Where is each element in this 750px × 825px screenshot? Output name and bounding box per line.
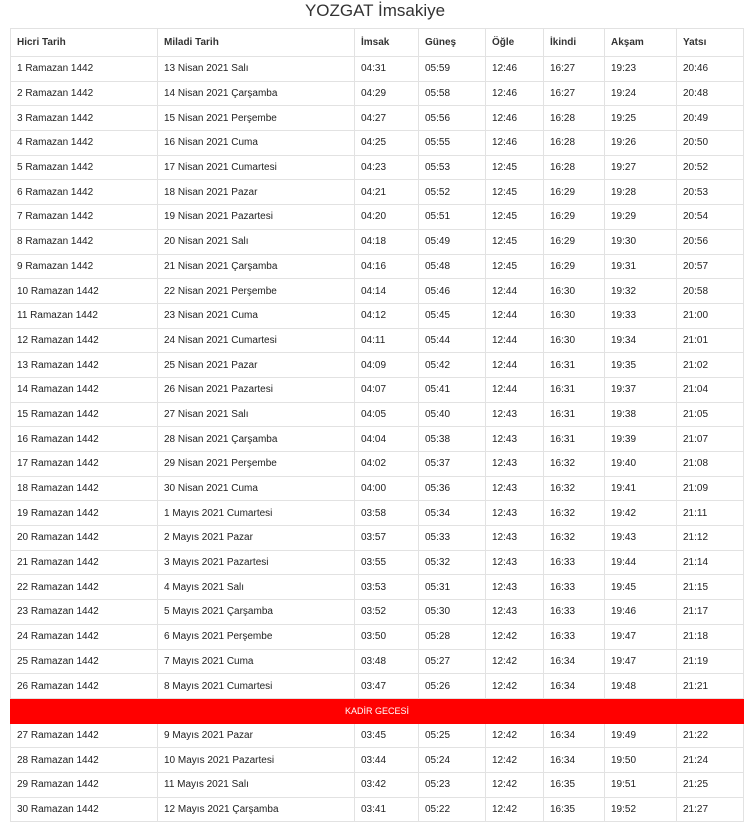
table-row xyxy=(11,748,744,773)
table-cell: 20:46 xyxy=(677,57,744,82)
table-cell: 05:37 xyxy=(419,452,486,477)
table-cell: 05:59 xyxy=(419,57,486,82)
table-cell: 19:26 xyxy=(605,131,677,156)
table-cell: 16:29 xyxy=(544,229,605,254)
table-row xyxy=(11,377,744,402)
table-cell: 19:34 xyxy=(605,328,677,353)
table-row xyxy=(11,205,744,230)
table-cell: 13 Ramazan 1442 xyxy=(11,353,158,378)
table-cell: 05:31 xyxy=(419,575,486,600)
table-body xyxy=(11,57,744,822)
table-cell: 05:28 xyxy=(419,624,486,649)
table-cell: 19:27 xyxy=(605,155,677,180)
table-cell: 20:48 xyxy=(677,81,744,106)
table-cell: 05:42 xyxy=(419,353,486,378)
table-cell: 19:38 xyxy=(605,402,677,427)
table-cell: 05:23 xyxy=(419,772,486,797)
table-cell: 05:26 xyxy=(419,674,486,699)
table-cell: 12:43 xyxy=(486,550,544,575)
table-cell: 19:48 xyxy=(605,674,677,699)
table-cell: 19:42 xyxy=(605,501,677,526)
table-cell: 23 Nisan 2021 Cuma xyxy=(158,303,355,328)
table-row xyxy=(11,328,744,353)
table-cell: 04:23 xyxy=(355,155,419,180)
table-cell: 19:30 xyxy=(605,229,677,254)
table-cell: 03:44 xyxy=(355,748,419,773)
table-cell: 21:21 xyxy=(677,674,744,699)
table-cell: 16:33 xyxy=(544,550,605,575)
table-cell: 19:41 xyxy=(605,476,677,501)
table-cell: 05:52 xyxy=(419,180,486,205)
table-cell: 12:42 xyxy=(486,772,544,797)
table-cell: 12:43 xyxy=(486,526,544,551)
table-cell: 04:09 xyxy=(355,353,419,378)
table-cell: 2 Mayıs 2021 Pazar xyxy=(158,526,355,551)
table-cell: 16:34 xyxy=(544,748,605,773)
table-cell: 27 Nisan 2021 Salı xyxy=(158,402,355,427)
table-cell: 13 Nisan 2021 Salı xyxy=(158,57,355,82)
table-cell: 03:47 xyxy=(355,674,419,699)
header-ogle: Öğle xyxy=(486,29,544,57)
table-cell: 19:25 xyxy=(605,106,677,131)
table-cell: 20:54 xyxy=(677,205,744,230)
table-cell: 05:56 xyxy=(419,106,486,131)
header-hicri-tarih: Hicri Tarih xyxy=(11,29,158,57)
table-cell: 20:58 xyxy=(677,279,744,304)
table-cell: 20 Nisan 2021 Salı xyxy=(158,229,355,254)
table-cell: 16:34 xyxy=(544,723,605,748)
table-cell: 03:48 xyxy=(355,649,419,674)
table-cell: 12:43 xyxy=(486,575,544,600)
table-cell: 16:31 xyxy=(544,353,605,378)
table-cell: 12:44 xyxy=(486,353,544,378)
table-cell: 29 Ramazan 1442 xyxy=(11,772,158,797)
table-cell: 03:57 xyxy=(355,526,419,551)
table-cell: 21:18 xyxy=(677,624,744,649)
table-cell: 1 Ramazan 1442 xyxy=(11,57,158,82)
table-cell: 19:44 xyxy=(605,550,677,575)
table-cell: 16:30 xyxy=(544,328,605,353)
table-cell: 12 Ramazan 1442 xyxy=(11,328,158,353)
table-cell: 04:00 xyxy=(355,476,419,501)
table-cell: 21:15 xyxy=(677,575,744,600)
table-cell: 05:36 xyxy=(419,476,486,501)
page-title: YOZGAT İmsakiye xyxy=(304,1,446,20)
table-cell: 19:29 xyxy=(605,205,677,230)
table-cell: 22 Ramazan 1442 xyxy=(11,575,158,600)
kadir-gecesi-row xyxy=(11,698,744,723)
table-cell: 12:42 xyxy=(486,797,544,822)
table-cell: 19:40 xyxy=(605,452,677,477)
table-cell: 16:35 xyxy=(544,797,605,822)
table-cell: 14 Nisan 2021 Çarşamba xyxy=(158,81,355,106)
table-cell: 6 Mayıs 2021 Perşembe xyxy=(158,624,355,649)
table-cell: 19:24 xyxy=(605,81,677,106)
table-cell: 5 Mayıs 2021 Çarşamba xyxy=(158,600,355,625)
table-cell: 03:55 xyxy=(355,550,419,575)
table-cell: 04:31 xyxy=(355,57,419,82)
table-cell: 16:27 xyxy=(544,57,605,82)
table-cell: 16:34 xyxy=(544,649,605,674)
table-row xyxy=(11,649,744,674)
table-cell: 16 Nisan 2021 Cuma xyxy=(158,131,355,156)
table-cell: 20:56 xyxy=(677,229,744,254)
table-cell: 19 Ramazan 1442 xyxy=(11,501,158,526)
table-cell: 19:45 xyxy=(605,575,677,600)
table-cell: 03:53 xyxy=(355,575,419,600)
table-cell: 9 Mayıs 2021 Pazar xyxy=(158,723,355,748)
table-cell: 10 Ramazan 1442 xyxy=(11,279,158,304)
table-cell: 7 Ramazan 1442 xyxy=(11,205,158,230)
table-cell: 12:42 xyxy=(486,624,544,649)
table-cell: 05:51 xyxy=(419,205,486,230)
table-cell: 20:49 xyxy=(677,106,744,131)
table-cell: 25 Nisan 2021 Pazar xyxy=(158,353,355,378)
table-cell: 04:11 xyxy=(355,328,419,353)
table-cell: 21:00 xyxy=(677,303,744,328)
table-cell: 30 Nisan 2021 Cuma xyxy=(158,476,355,501)
table-cell: 6 Ramazan 1442 xyxy=(11,180,158,205)
table-cell: 12:45 xyxy=(486,254,544,279)
imsakiye-table xyxy=(10,28,744,822)
table-row xyxy=(11,575,744,600)
table-cell: 16:28 xyxy=(544,131,605,156)
table-cell: 21:08 xyxy=(677,452,744,477)
table-row xyxy=(11,476,744,501)
table-cell: 04:14 xyxy=(355,279,419,304)
table-cell: 05:46 xyxy=(419,279,486,304)
table-cell: 04:18 xyxy=(355,229,419,254)
table-cell: 12:44 xyxy=(486,377,544,402)
table-cell: 19:43 xyxy=(605,526,677,551)
table-cell: 20:52 xyxy=(677,155,744,180)
table-row xyxy=(11,427,744,452)
table-cell: 19:32 xyxy=(605,279,677,304)
table-cell: 19:49 xyxy=(605,723,677,748)
table-cell: 21:01 xyxy=(677,328,744,353)
table-cell: 28 Ramazan 1442 xyxy=(11,748,158,773)
table-row xyxy=(11,131,744,156)
table-cell: 26 Nisan 2021 Pazartesi xyxy=(158,377,355,402)
table-cell: 5 Ramazan 1442 xyxy=(11,155,158,180)
table-cell: 05:41 xyxy=(419,377,486,402)
table-row xyxy=(11,303,744,328)
table-cell: 19:28 xyxy=(605,180,677,205)
table-cell: 19:51 xyxy=(605,772,677,797)
table-cell: 12:42 xyxy=(486,649,544,674)
table-row xyxy=(11,279,744,304)
table-cell: 05:49 xyxy=(419,229,486,254)
table-cell: 16:32 xyxy=(544,526,605,551)
header-yatsi: Yatsı xyxy=(677,29,744,57)
table-cell: 4 Mayıs 2021 Salı xyxy=(158,575,355,600)
table-cell: 19:52 xyxy=(605,797,677,822)
table-row xyxy=(11,624,744,649)
table-cell: 05:53 xyxy=(419,155,486,180)
table-cell: 19:47 xyxy=(605,624,677,649)
table-cell: 04:02 xyxy=(355,452,419,477)
table-row xyxy=(11,674,744,699)
table-cell: 03:50 xyxy=(355,624,419,649)
table-cell: 03:52 xyxy=(355,600,419,625)
table-cell: 12:43 xyxy=(486,476,544,501)
table-cell: 04:04 xyxy=(355,427,419,452)
table-cell: 04:20 xyxy=(355,205,419,230)
table-cell: 30 Ramazan 1442 xyxy=(11,797,158,822)
table-cell: 16:31 xyxy=(544,402,605,427)
table-cell: 16:29 xyxy=(544,180,605,205)
table-row xyxy=(11,106,744,131)
table-cell: 12:46 xyxy=(486,81,544,106)
table-header-row xyxy=(11,29,744,57)
table-cell: 04:27 xyxy=(355,106,419,131)
table-cell: 05:25 xyxy=(419,723,486,748)
table-cell: 16:33 xyxy=(544,600,605,625)
table-cell: 16:32 xyxy=(544,476,605,501)
table-row xyxy=(11,180,744,205)
table-cell: 19:37 xyxy=(605,377,677,402)
table-cell: 04:12 xyxy=(355,303,419,328)
table-cell: 05:24 xyxy=(419,748,486,773)
table-cell: 19:46 xyxy=(605,600,677,625)
table-cell: 12:46 xyxy=(486,106,544,131)
table-cell: 4 Ramazan 1442 xyxy=(11,131,158,156)
table-cell: 21:04 xyxy=(677,377,744,402)
table-cell: 24 Ramazan 1442 xyxy=(11,624,158,649)
table-cell: 12:45 xyxy=(486,205,544,230)
table-row xyxy=(11,254,744,279)
table-cell: 16:34 xyxy=(544,674,605,699)
table-row xyxy=(11,797,744,822)
table-cell: 12:45 xyxy=(486,180,544,205)
table-cell: 2 Ramazan 1442 xyxy=(11,81,158,106)
table-cell: 19:35 xyxy=(605,353,677,378)
header-gunes: Güneş xyxy=(419,29,486,57)
table-cell: 20:57 xyxy=(677,254,744,279)
table-cell: 05:55 xyxy=(419,131,486,156)
table-cell: 21:12 xyxy=(677,526,744,551)
table-cell: 21:27 xyxy=(677,797,744,822)
table-cell: 12:46 xyxy=(486,57,544,82)
table-cell: 16:30 xyxy=(544,279,605,304)
table-cell: 18 Ramazan 1442 xyxy=(11,476,158,501)
table-cell: 12:42 xyxy=(486,674,544,699)
table-cell: 05:48 xyxy=(419,254,486,279)
table-cell: 04:29 xyxy=(355,81,419,106)
table-cell: 16:32 xyxy=(544,452,605,477)
table-row xyxy=(11,600,744,625)
table-cell: 04:25 xyxy=(355,131,419,156)
table-cell: 12:43 xyxy=(486,402,544,427)
table-cell: 12:42 xyxy=(486,748,544,773)
table-cell: 05:38 xyxy=(419,427,486,452)
table-cell: 11 Mayıs 2021 Salı xyxy=(158,772,355,797)
table-cell: 05:40 xyxy=(419,402,486,427)
table-cell: 21:14 xyxy=(677,550,744,575)
table-row xyxy=(11,501,744,526)
table-cell: 21 Ramazan 1442 xyxy=(11,550,158,575)
table-cell: 16:35 xyxy=(544,772,605,797)
header-imsak: İmsak xyxy=(355,29,419,57)
table-cell: 17 Nisan 2021 Cumartesi xyxy=(158,155,355,180)
table-cell: 04:16 xyxy=(355,254,419,279)
header-ikindi: İkindi xyxy=(544,29,605,57)
table-cell: 16:29 xyxy=(544,254,605,279)
table-cell: 21:11 xyxy=(677,501,744,526)
table-row xyxy=(11,229,744,254)
table-row xyxy=(11,550,744,575)
table-cell: 16:31 xyxy=(544,427,605,452)
table-cell: 05:34 xyxy=(419,501,486,526)
table-cell: 21:05 xyxy=(677,402,744,427)
table-cell: 05:27 xyxy=(419,649,486,674)
table-row xyxy=(11,57,744,82)
table-cell: 24 Nisan 2021 Cumartesi xyxy=(158,328,355,353)
header-miladi-tarih: Miladi Tarih xyxy=(158,29,355,57)
table-cell: 05:33 xyxy=(419,526,486,551)
table-cell: 21:02 xyxy=(677,353,744,378)
table-cell: 05:22 xyxy=(419,797,486,822)
table-row xyxy=(11,723,744,748)
table-cell: 3 Ramazan 1442 xyxy=(11,106,158,131)
table-cell: 9 Ramazan 1442 xyxy=(11,254,158,279)
table-cell: 12:43 xyxy=(486,501,544,526)
table-cell: 19:23 xyxy=(605,57,677,82)
table-cell: 12:43 xyxy=(486,600,544,625)
table-cell: 8 Mayıs 2021 Cumartesi xyxy=(158,674,355,699)
table-row xyxy=(11,452,744,477)
table-cell: 16:30 xyxy=(544,303,605,328)
table-cell: 3 Mayıs 2021 Pazartesi xyxy=(158,550,355,575)
table-cell: 15 Ramazan 1442 xyxy=(11,402,158,427)
table-cell: 21:24 xyxy=(677,748,744,773)
table-cell: 20:50 xyxy=(677,131,744,156)
table-cell: 16:32 xyxy=(544,501,605,526)
table-cell: 16:27 xyxy=(544,81,605,106)
table-cell: 27 Ramazan 1442 xyxy=(11,723,158,748)
table-cell: 19:39 xyxy=(605,427,677,452)
table-cell: 12 Mayıs 2021 Çarşamba xyxy=(158,797,355,822)
table-cell: 05:32 xyxy=(419,550,486,575)
table-cell: 19:33 xyxy=(605,303,677,328)
table-cell: 16:31 xyxy=(544,377,605,402)
table-row xyxy=(11,402,744,427)
table-cell: 04:05 xyxy=(355,402,419,427)
table-cell: 28 Nisan 2021 Çarşamba xyxy=(158,427,355,452)
table-cell: 7 Mayıs 2021 Cuma xyxy=(158,649,355,674)
table-row xyxy=(11,81,744,106)
table-row xyxy=(11,526,744,551)
table-cell: 21:19 xyxy=(677,649,744,674)
table-cell: 16 Ramazan 1442 xyxy=(11,427,158,452)
kadir-gecesi-label: KADİR GECESİ xyxy=(11,698,744,723)
table-cell: 16:28 xyxy=(544,106,605,131)
table-cell: 12:44 xyxy=(486,328,544,353)
table-cell: 16:28 xyxy=(544,155,605,180)
table-cell: 16:33 xyxy=(544,575,605,600)
table-cell: 12:46 xyxy=(486,131,544,156)
table-cell: 12:43 xyxy=(486,427,544,452)
table-row xyxy=(11,155,744,180)
table-cell: 12:43 xyxy=(486,452,544,477)
table-cell: 05:45 xyxy=(419,303,486,328)
table-cell: 1 Mayıs 2021 Cumartesi xyxy=(158,501,355,526)
table-cell: 03:58 xyxy=(355,501,419,526)
table-cell: 23 Ramazan 1442 xyxy=(11,600,158,625)
table-cell: 18 Nisan 2021 Pazar xyxy=(158,180,355,205)
table-cell: 19:31 xyxy=(605,254,677,279)
table-row xyxy=(11,772,744,797)
table-cell: 21:25 xyxy=(677,772,744,797)
table-cell: 17 Ramazan 1442 xyxy=(11,452,158,477)
table-cell: 03:41 xyxy=(355,797,419,822)
table-cell: 20:53 xyxy=(677,180,744,205)
table-cell: 16:29 xyxy=(544,205,605,230)
table-cell: 04:21 xyxy=(355,180,419,205)
table-cell: 16:33 xyxy=(544,624,605,649)
table-cell: 12:45 xyxy=(486,155,544,180)
table-cell: 03:45 xyxy=(355,723,419,748)
table-cell: 21:17 xyxy=(677,600,744,625)
table-cell: 04:07 xyxy=(355,377,419,402)
header-aksam: Akşam xyxy=(605,29,677,57)
table-cell: 10 Mayıs 2021 Pazartesi xyxy=(158,748,355,773)
table-cell: 05:58 xyxy=(419,81,486,106)
table-cell: 22 Nisan 2021 Perşembe xyxy=(158,279,355,304)
table-cell: 19:47 xyxy=(605,649,677,674)
table-cell: 19:50 xyxy=(605,748,677,773)
table-cell: 15 Nisan 2021 Perşembe xyxy=(158,106,355,131)
table-cell: 21:22 xyxy=(677,723,744,748)
table-cell: 19 Nisan 2021 Pazartesi xyxy=(158,205,355,230)
table-cell: 11 Ramazan 1442 xyxy=(11,303,158,328)
table-cell: 14 Ramazan 1442 xyxy=(11,377,158,402)
table-cell: 12:42 xyxy=(486,723,544,748)
table-cell: 26 Ramazan 1442 xyxy=(11,674,158,699)
table-cell: 12:44 xyxy=(486,279,544,304)
table-cell: 21 Nisan 2021 Çarşamba xyxy=(158,254,355,279)
table-cell: 03:42 xyxy=(355,772,419,797)
table-cell: 8 Ramazan 1442 xyxy=(11,229,158,254)
table-cell: 29 Nisan 2021 Perşembe xyxy=(158,452,355,477)
table-cell: 25 Ramazan 1442 xyxy=(11,649,158,674)
table-row xyxy=(11,353,744,378)
table-cell: 12:45 xyxy=(486,229,544,254)
table-cell: 12:44 xyxy=(486,303,544,328)
table-cell: 20 Ramazan 1442 xyxy=(11,526,158,551)
table-cell: 21:09 xyxy=(677,476,744,501)
table-cell: 05:44 xyxy=(419,328,486,353)
table-cell: 21:07 xyxy=(677,427,744,452)
table-cell: 05:30 xyxy=(419,600,486,625)
